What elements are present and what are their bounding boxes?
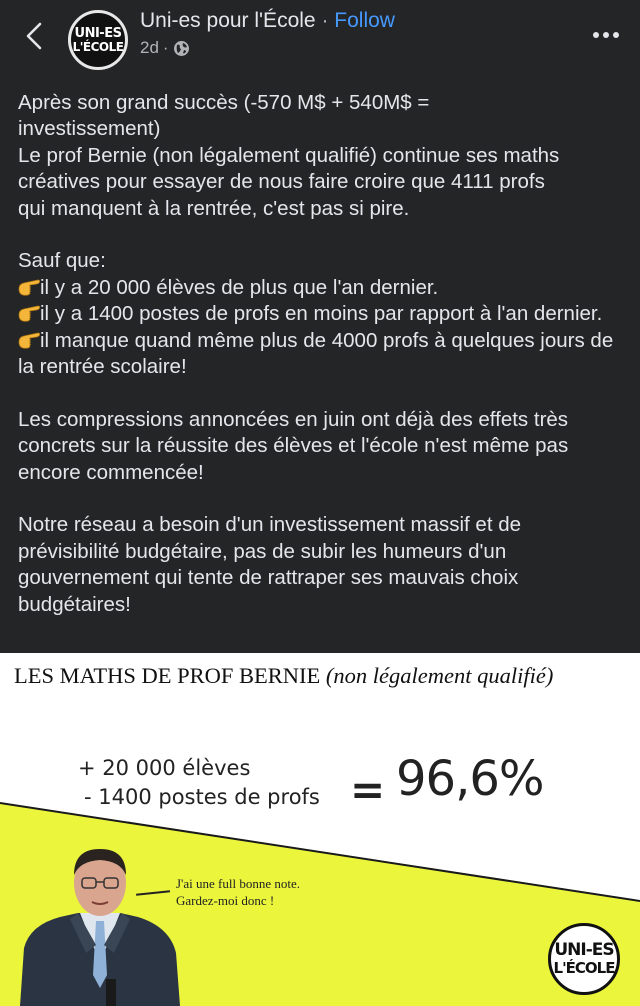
- back-button[interactable]: [14, 14, 54, 58]
- page-name[interactable]: Uni-es pour l'École: [140, 9, 316, 32]
- quote-line-1: J'ai une full bonne note.: [176, 876, 301, 891]
- more-options-button[interactable]: [586, 20, 626, 50]
- equation-line-2: - 1400 postes de profs: [84, 785, 320, 809]
- post-meta: [140, 38, 190, 58]
- quote-line-2: Gardez-moi donc !: [176, 893, 275, 908]
- text-line: Le prof Bernie (non légalement qualifié) continue ses maths: [18, 143, 560, 167]
- chevron-left-icon: [25, 21, 43, 51]
- text-line: qui manquent à la rentrée, c'est pas si pire.: [18, 196, 410, 220]
- page-name-line: [140, 9, 395, 33]
- globe-icon: [173, 40, 190, 57]
- post-header: [0, 0, 640, 80]
- bullet-text: il manque quand même plus de 4000 profs à quelques jours de la rentrée scolaire!: [18, 328, 614, 379]
- meta-separator: ·: [162, 38, 169, 57]
- image-title: [14, 663, 553, 689]
- post-paragraph-3: Les compressions annoncées en juin ont déjà des effets très concrets sur la réussite des élèves et l'école n'est même pas encore commencée!: [18, 407, 569, 484]
- badge-text-top: UNI-ES: [554, 940, 614, 960]
- equation-line-1: + 20 000 élèves: [78, 756, 251, 780]
- badge-text-bottom: L'ÉCOLE: [553, 959, 615, 977]
- politician-photo: [20, 843, 180, 1006]
- post-image[interactable]: [0, 653, 640, 1006]
- post-paragraph-4: Notre réseau a besoin d'un investissement massif et de prévisibilité budgétaire, pas de subir les humeurs d'un gouvernement qui tente de rattraper ses mauvais choix budgétaires!: [18, 513, 522, 616]
- text-line: créatives pour essayer de nous faire croire que 4111 profs: [18, 170, 545, 194]
- post-paragraph-2: [18, 248, 624, 380]
- text-line: investissement): [18, 117, 161, 141]
- image-title-italic: (non légalement qualifié): [325, 663, 554, 688]
- result-percentage: 96,6%: [396, 751, 544, 807]
- follow-button[interactable]: Follow: [334, 9, 395, 32]
- bullets-intro: Sauf que:: [18, 249, 106, 273]
- bullet-text: il y a 1400 postes de profs en moins par rapport à l'an dernier.: [40, 302, 603, 326]
- image-title-main: LES MATHS DE PROF BERNIE: [14, 663, 321, 688]
- more-dots-icon: [592, 31, 620, 39]
- equals-sign: =: [350, 765, 386, 814]
- pointing-hand-icon: [18, 303, 40, 323]
- page-avatar[interactable]: [68, 10, 128, 70]
- post-body: [18, 90, 624, 618]
- uni-es-logo-badge: [548, 923, 620, 995]
- name-separator: ·: [321, 9, 329, 32]
- avatar-text-bottom: L'ÉCOLE: [72, 40, 124, 54]
- avatar-text-top: UNI-ES: [74, 26, 122, 41]
- text-line: Après son grand succès (-570 M$ + 540M$ =: [18, 91, 430, 114]
- pointing-hand-icon: [18, 277, 40, 297]
- bullet-text: il y a 20 000 élèves de plus que l'an dernier.: [40, 275, 439, 299]
- speech-quote: [176, 875, 300, 909]
- pointing-hand-icon: [18, 330, 40, 350]
- post-paragraph-1: [18, 90, 624, 222]
- post-time[interactable]: 2d: [140, 38, 159, 57]
